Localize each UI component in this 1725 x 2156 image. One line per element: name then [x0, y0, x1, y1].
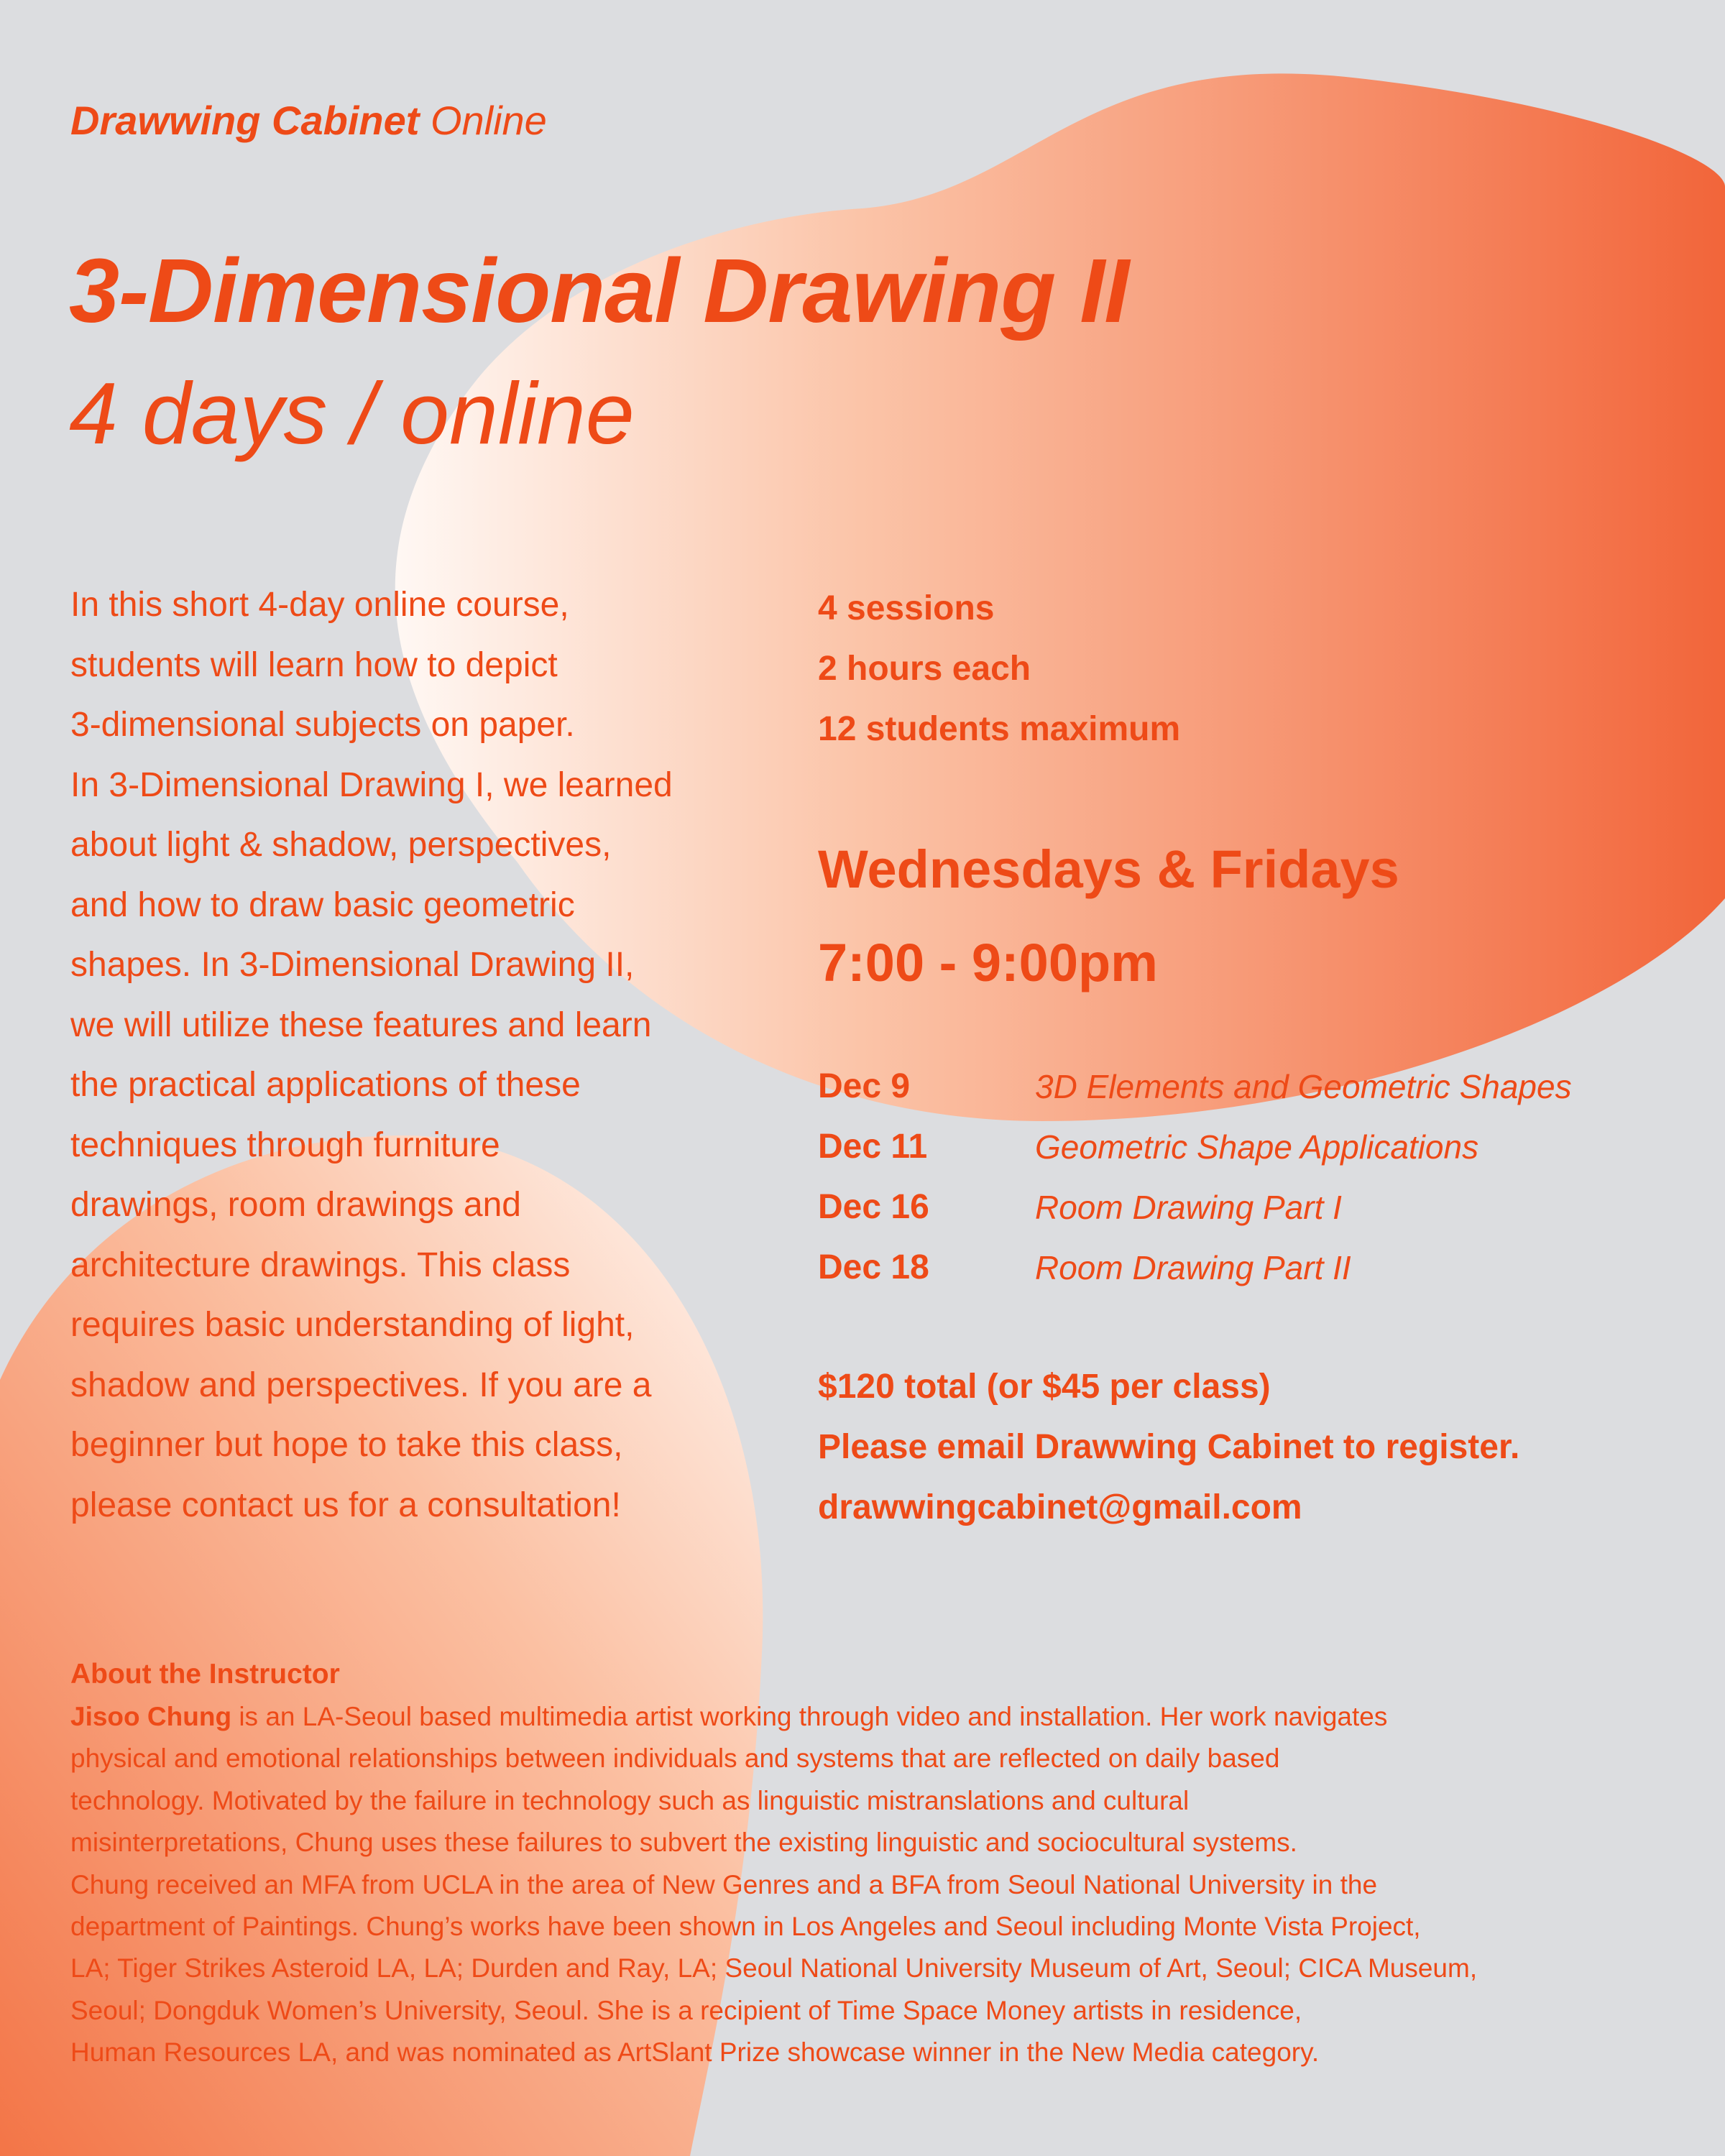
description-line: techniques through furniture — [70, 1125, 500, 1164]
meeting-time: 7:00 - 9:00pm — [818, 933, 1158, 992]
course-title: 3-Dimensional Drawing II — [69, 240, 1129, 341]
instructor-heading: About the Instructor — [70, 1659, 340, 1690]
schedule-row — [818, 1177, 1572, 1238]
bio-line: Seoul; Dongduk Women’s University, Seoul. She is a recipient of Time Space Money artists in residence, — [70, 1995, 1302, 2025]
course-subtitle: 4 days / online — [69, 364, 635, 462]
instructor-name: Jisoo Chung — [70, 1702, 232, 1731]
class-capacity: 12 students maximum — [818, 710, 1181, 748]
bio-first-line: is an LA-Seoul based multimedia artist working through video and installation. Her work navigates — [231, 1702, 1388, 1731]
instructor-section — [70, 1653, 1680, 2074]
description-line: about light & shadow, perspectives, — [70, 826, 612, 864]
description-line: In this short 4-day online course, — [70, 586, 569, 624]
bio-line: physical and emotional relationships between individuals and systems that are reflected on daily based — [70, 1743, 1280, 1774]
description-line: shadow and perspectives. If you are a — [70, 1365, 652, 1404]
schedule-topic: Geometric Shape Applications — [1035, 1128, 1479, 1166]
bio-line: LA; Tiger Strikes Asteroid LA, LA; Durden and Ray, LA; Seoul National University Museum of Art, Seoul; CICA Museum, — [70, 1953, 1478, 1984]
session-duration: 2 hours each — [818, 650, 1031, 688]
meeting-times — [818, 823, 1399, 1010]
bio-line: Chung received an MFA from UCLA in the area of New Genres and a BFA from Seoul National University in the — [70, 1869, 1378, 1899]
schedule-row — [818, 1117, 1572, 1177]
schedule-row — [818, 1056, 1572, 1117]
description-line: In 3-Dimensional Drawing I, we learned — [70, 765, 673, 804]
description-line: beginner but hope to take this class, — [70, 1426, 623, 1464]
schedule-date: Dec 16 — [818, 1188, 929, 1226]
meeting-days: Wednesdays & Fridays — [818, 839, 1399, 899]
schedule-date: Dec 18 — [818, 1248, 929, 1286]
description-line: requires basic understanding of light, — [70, 1306, 635, 1344]
schedule-date: Dec 9 — [818, 1067, 911, 1105]
brand-header — [70, 92, 547, 149]
description-line: we will utilize these features and learn — [70, 1005, 652, 1044]
schedule-topic: 3D Elements and Geometric Shapes — [1035, 1068, 1572, 1105]
course-facts — [818, 579, 1680, 760]
pricing-and-contact — [818, 1357, 1519, 1538]
schedule-date: Dec 11 — [818, 1128, 928, 1166]
description-line: shapes. In 3-Dimensional Drawing II, — [70, 946, 635, 984]
schedule-topic: Room Drawing Part I — [1035, 1189, 1342, 1226]
price-text: $120 total (or $45 per class) — [818, 1368, 1271, 1406]
bio-line: department of Paintings. Chung’s works have been shown in Los Angeles and Seoul including Monte Vista Project, — [70, 1912, 1421, 1942]
register-instruction: Please email Drawwing Cabinet to register. — [818, 1428, 1520, 1466]
description-line: the practical applications of these — [70, 1066, 581, 1104]
brand-name: Drawwing Cabinet — [70, 98, 420, 143]
contact-email[interactable]: drawwingcabinet@gmail.com — [818, 1488, 1302, 1526]
schedule-topic: Room Drawing Part II — [1035, 1249, 1351, 1286]
course-description — [70, 575, 789, 1535]
description-line: 3-dimensional subjects on paper. — [70, 706, 575, 744]
description-line: drawings, room drawings and — [70, 1186, 521, 1224]
description-line: and how to draw basic geometric — [70, 885, 575, 924]
brand-suffix: Online — [430, 98, 547, 143]
bio-line: misinterpretations, Chung uses these failures to subvert the existing linguistic and sociocultural systems. — [70, 1828, 1297, 1858]
description-line: architecture drawings. This class — [70, 1245, 571, 1284]
schedule-row — [818, 1238, 1572, 1298]
bio-line: technology. Motivated by the failure in technology such as linguistic mistranslations and cultural — [70, 1785, 1190, 1815]
sessions-count: 4 sessions — [818, 589, 995, 627]
description-line: please contact us for a consultation! — [70, 1485, 621, 1524]
description-line: students will learn how to depict — [70, 645, 558, 684]
class-schedule — [818, 1056, 1572, 1298]
bio-line: Human Resources LA, and was nominated as ArtSlant Prize showcase winner in the New Media category. — [70, 2037, 1320, 2068]
bio-line — [70, 1696, 1680, 1738]
